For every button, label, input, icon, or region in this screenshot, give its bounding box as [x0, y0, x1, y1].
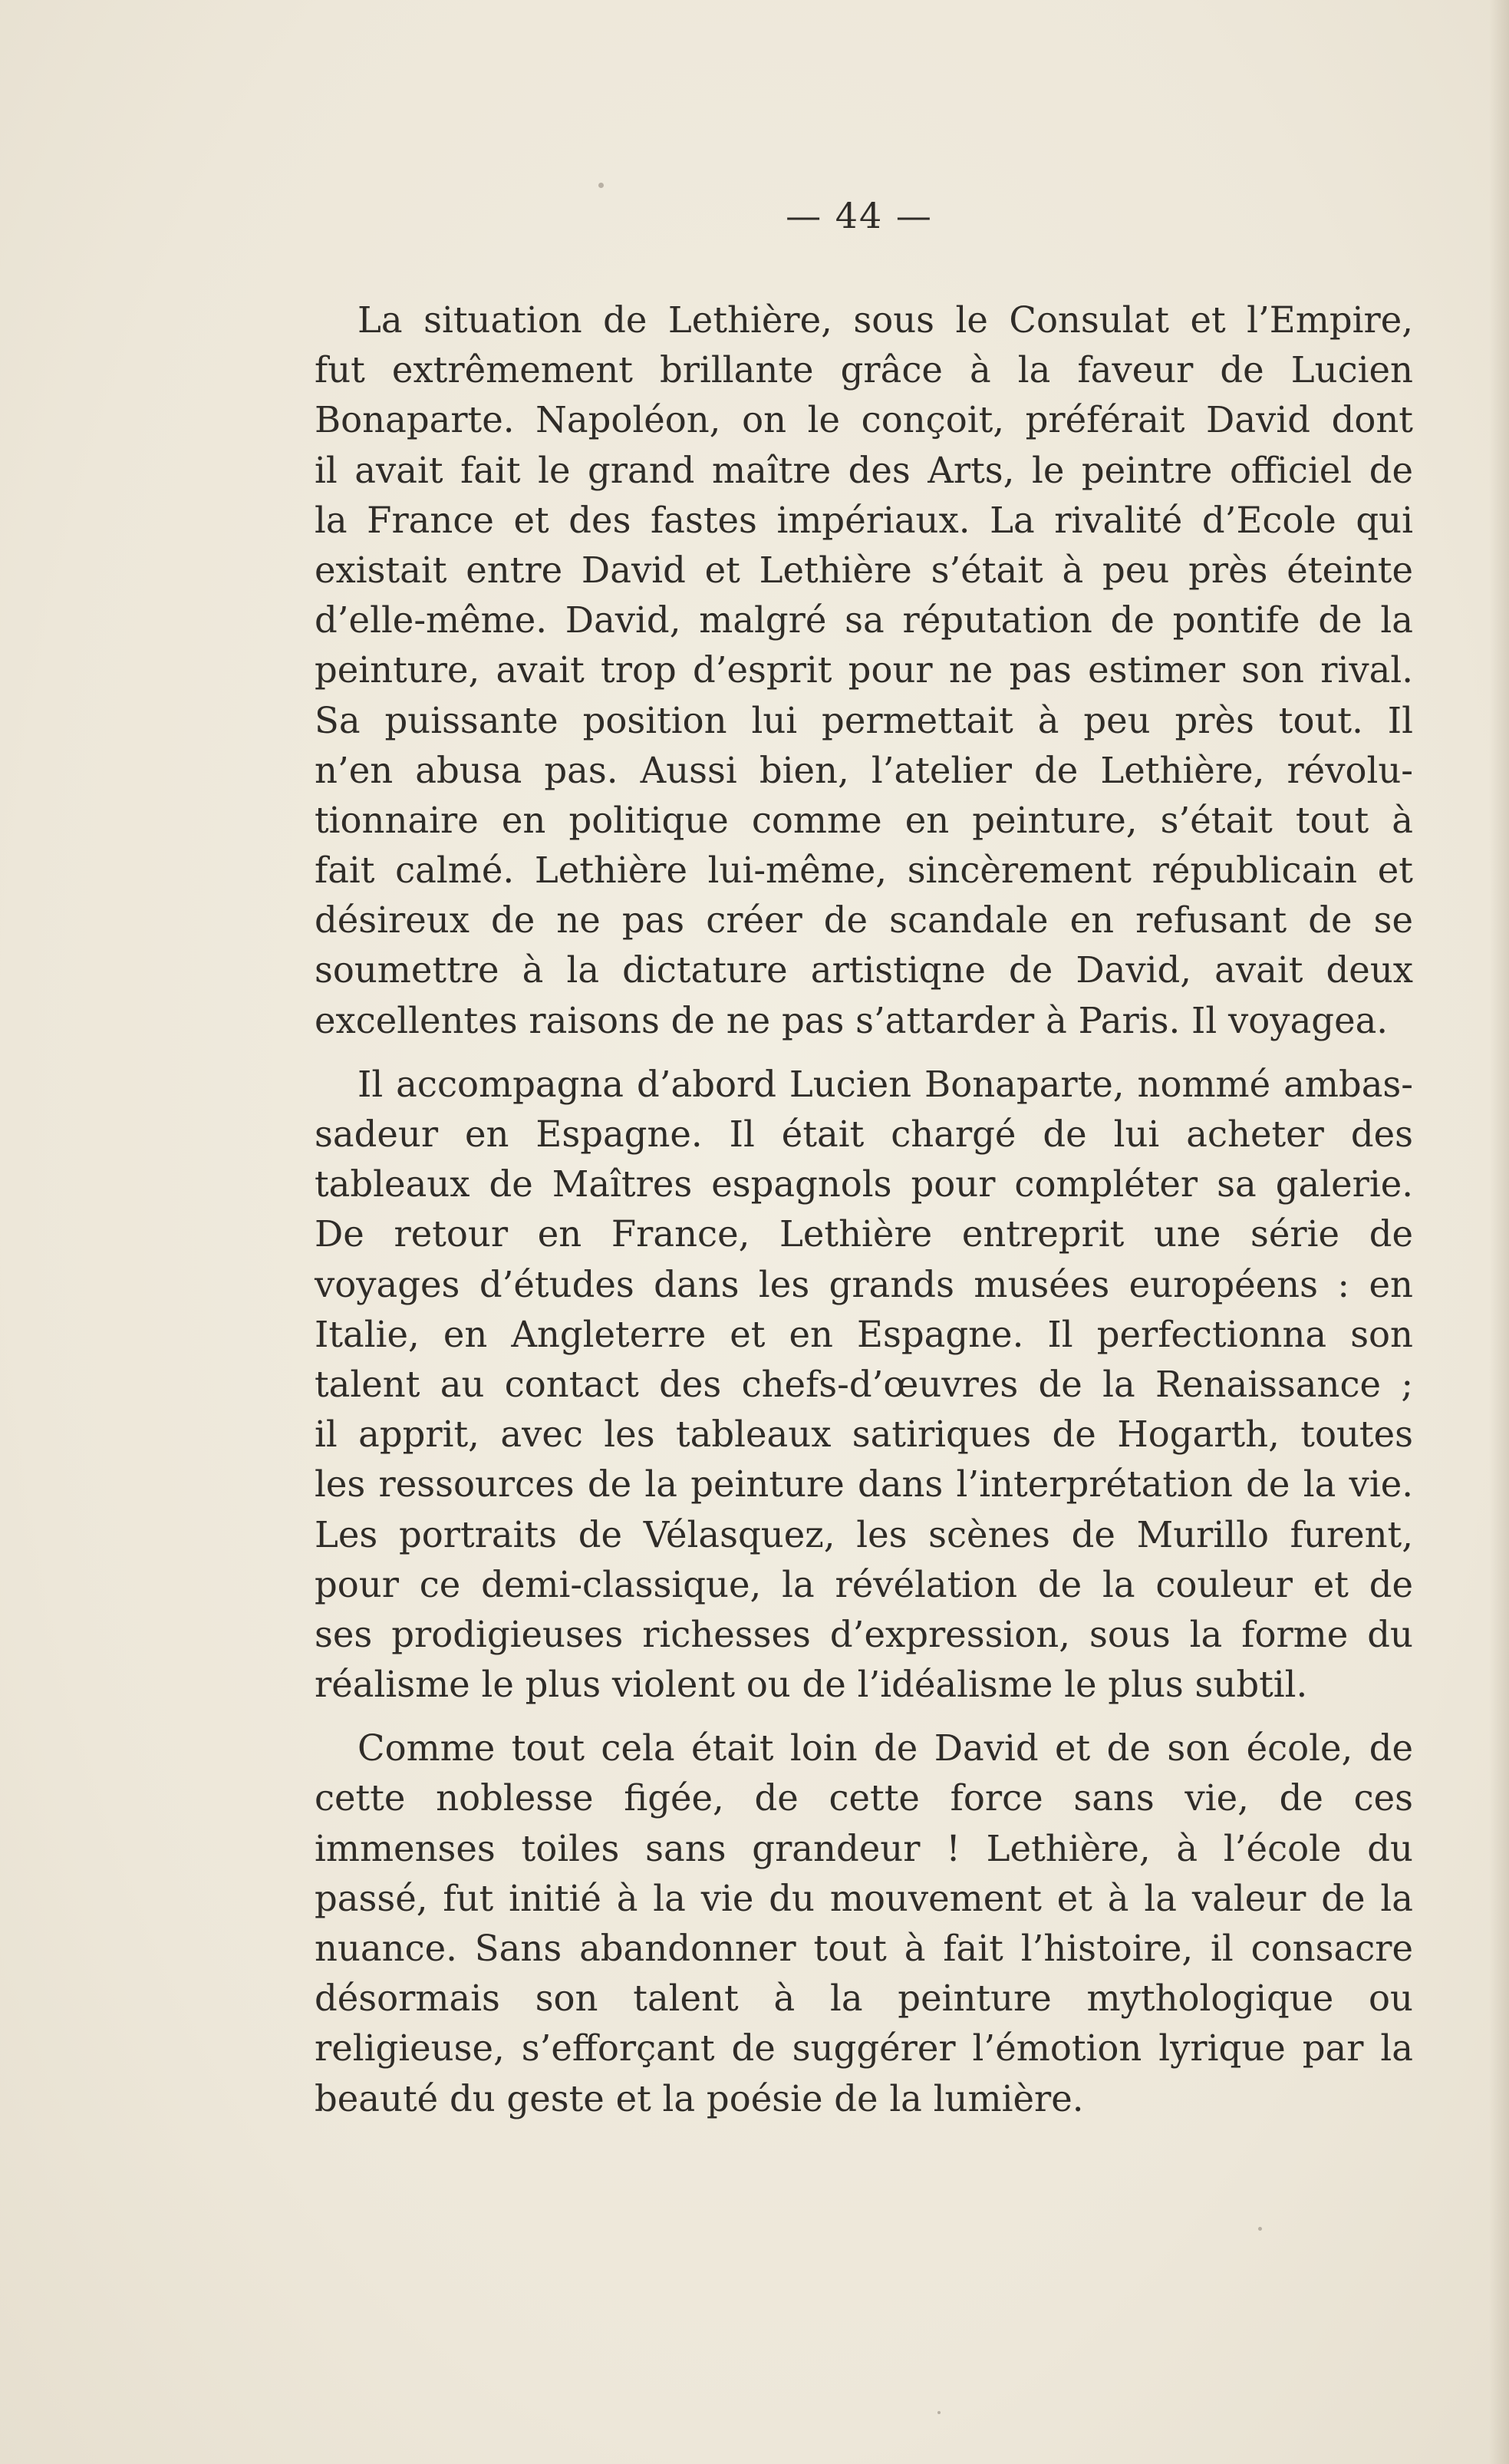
text-line: la France et des fastes impériaux. La rivalité d’Ecole qui — [315, 499, 1413, 541]
text-line: religieuse, s’efforçant de suggérer l’émotion lyrique par la — [315, 2027, 1413, 2070]
text-line: n’en abusa pas. Aussi bien, l’atelier de Lethière, révolu- — [315, 749, 1413, 791]
text-line: Les portraits de Vélasquez, les scènes de Murillo furent, — [315, 1513, 1413, 1555]
text-line: les ressources de la peinture dans l’interprétation de la vie. — [315, 1463, 1413, 1506]
text-line: soumettre à la dictature artistiqne de David, avait deux — [315, 949, 1413, 991]
text-line: existait entre David et Lethière s’était à peu près éteinte — [315, 549, 1413, 591]
paragraph — [315, 1723, 1413, 2124]
text-line: réalisme le plus violent ou de l’idéalisme le plus subtil. — [315, 1664, 1308, 1706]
text-line: il apprit, avec les tableaux satiriques de Hogarth, toutes — [315, 1413, 1413, 1456]
text-line: De retour en France, Lethière entreprit une série de — [315, 1213, 1413, 1255]
text-line: Sa puissante position lui permettait à peu près tout. Il — [315, 699, 1413, 741]
text-line: nuance. Sans abandonner tout à fait l’histoire, il consacre — [315, 1928, 1413, 1969]
text-line: talent au contact des chefs-d’œuvres de la Renaissance ; — [315, 1363, 1413, 1405]
text-line: sadeur en Espagne. Il était chargé de lui acheter des — [315, 1113, 1413, 1155]
text-line: tableaux de Maîtres espagnols pour compléter sa galerie. — [315, 1163, 1413, 1206]
paragraph-gap — [315, 1046, 1413, 1060]
body-text — [315, 295, 1413, 2124]
text-line: peinture, avait trop d’esprit pour ne pas estimer son rival. — [315, 649, 1413, 691]
text-line: il avait fait le grand maître des Arts, le peintre officiel de — [315, 449, 1413, 491]
text-line: Comme tout cela était loin de David et de son école, de — [357, 1727, 1413, 1770]
text-line: La situation de Lethière, sous le Consulat et l’Empire, — [357, 299, 1413, 341]
text-line: ses prodigieuses richesses d’expression, sous la forme du — [315, 1613, 1413, 1655]
paragraph-gap — [315, 1710, 1413, 1723]
text-line: fut extrêmement brillante grâce à la faveur de Lucien — [315, 349, 1413, 391]
text-line: voyages d’études dans les grands musées européens : en — [315, 1263, 1413, 1305]
paper-speck — [598, 183, 604, 188]
page-number: — 44 — — [786, 195, 933, 236]
page-edge-shadow — [1489, 0, 1509, 2464]
text-line: désireux de ne pas créer de scandale en refusant de se — [315, 899, 1413, 942]
text-line: immenses toiles sans grandeur ! Lethière, à l’école du — [315, 1827, 1413, 1869]
text-line: Il accompagna d’abord Lucien Bonaparte, nommé ambas- — [357, 1063, 1413, 1105]
text-line: fait calmé. Lethière lui-même, sincèrement républicain et — [315, 849, 1413, 892]
paragraph — [315, 295, 1413, 1046]
paper-speck — [1258, 2227, 1262, 2231]
text-line: d’elle-même. David, malgré sa réputation de pontife de la — [315, 599, 1413, 642]
paper-speck — [937, 2411, 941, 2414]
paragraph — [315, 1060, 1413, 1710]
text-line: Italie, en Angleterre et en Espagne. Il perfectionna son — [315, 1313, 1413, 1355]
text-line: désormais son talent à la peinture mythologique ou — [315, 1977, 1413, 2020]
text-line: passé, fut initié à la vie du mouvement et à la valeur de la — [315, 1877, 1413, 1919]
text-line: pour ce demi-classique, la révélation de la couleur et de — [315, 1563, 1413, 1605]
text-line: beauté du geste et la poésie de la lumière. — [315, 2077, 1084, 2119]
text-line: excellentes raisons de ne pas s’attarder à Paris. Il voyagea. — [315, 999, 1389, 1041]
text-line: cette noblesse figée, de cette force sans vie, de ces — [315, 1777, 1413, 1819]
text-line: Bonaparte. Napoléon, on le conçoit, préférait David dont — [315, 399, 1413, 441]
text-line: tionnaire en politique comme en peinture, s’était tout à — [315, 799, 1413, 841]
